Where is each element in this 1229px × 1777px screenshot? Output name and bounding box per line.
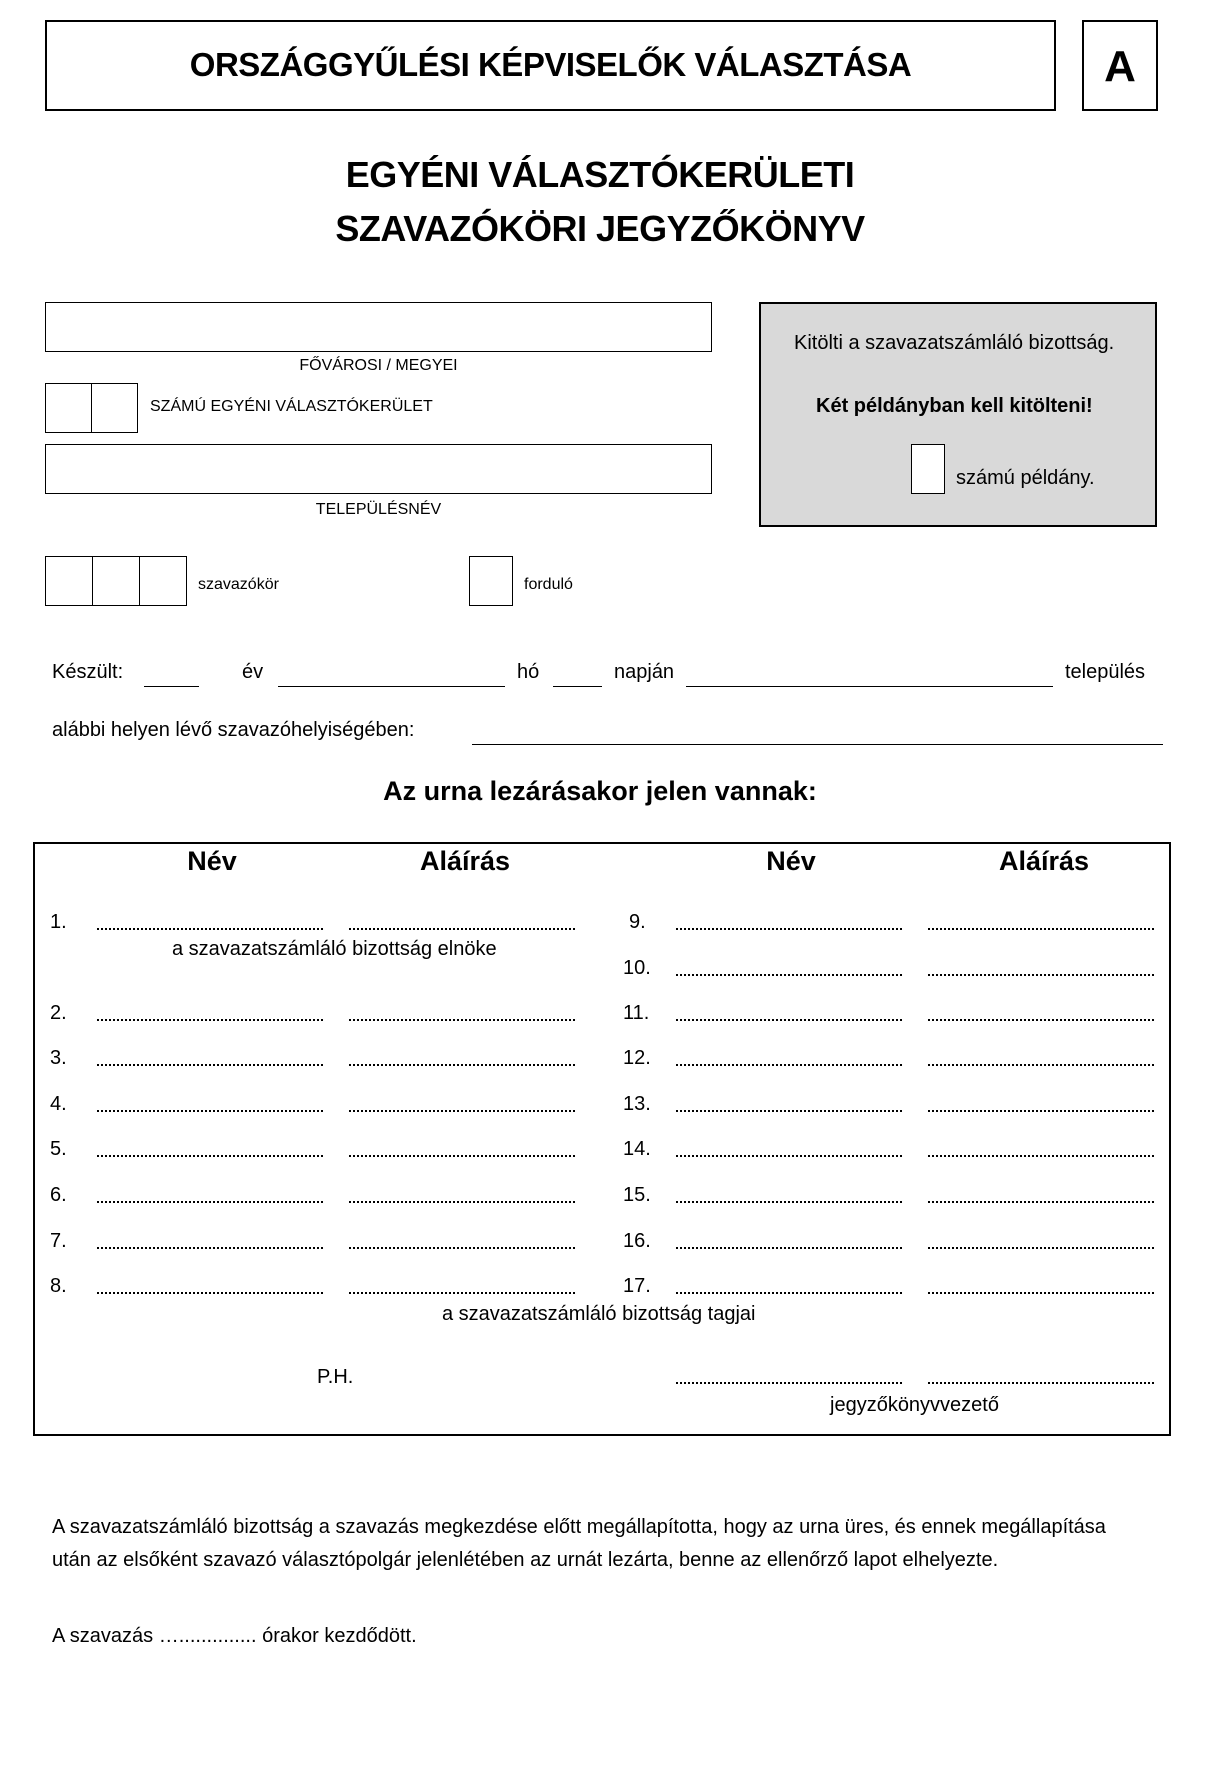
- form-letter: A: [1104, 42, 1136, 91]
- col-signature-right: Aláírás: [998, 846, 1090, 876]
- settlement-label: TELEPÜLÉSNÉV: [315, 501, 442, 518]
- district-digit-1[interactable]: [45, 383, 92, 433]
- info-box: [759, 302, 1157, 527]
- signature-line[interactable]: [349, 1201, 575, 1203]
- form-title-line2: SZAVAZÓKÖRI JEGYZŐKÖNYV: [335, 208, 865, 249]
- name-line[interactable]: [676, 1110, 902, 1112]
- row-number: 12.: [623, 1047, 651, 1069]
- row-number: 13.: [623, 1093, 651, 1115]
- name-line[interactable]: [676, 1019, 902, 1021]
- location-blank[interactable]: [472, 744, 1163, 745]
- round-input[interactable]: [469, 556, 513, 606]
- district-digit-2[interactable]: [91, 383, 138, 433]
- start-time-blank[interactable]: …..............: [158, 1625, 257, 1647]
- signature-line[interactable]: [349, 928, 575, 930]
- day-label: napján: [614, 661, 675, 683]
- signature-line[interactable]: [928, 928, 1154, 930]
- signature-line[interactable]: [349, 1155, 575, 1157]
- name-line[interactable]: [676, 1247, 902, 1249]
- chair-caption: a szavazatszámláló bizottság elnöke: [172, 938, 497, 960]
- copy-number-input[interactable]: [911, 444, 945, 494]
- recorder-caption: jegyzőkönyvvezető: [830, 1394, 999, 1416]
- signature-line[interactable]: [349, 1019, 575, 1021]
- presence-table: [33, 842, 1171, 1436]
- name-line[interactable]: [97, 928, 323, 930]
- row-number: 8.: [50, 1275, 67, 1297]
- info-two-copies: Két példányban kell kitölteni!: [816, 395, 1093, 417]
- name-line[interactable]: [676, 1155, 902, 1157]
- recorder-name-line[interactable]: [676, 1382, 902, 1384]
- name-line[interactable]: [676, 1292, 902, 1294]
- district-label: SZÁMÚ EGYÉNI VÁLASZTÓKERÜLET: [150, 398, 433, 415]
- row-number: 3.: [50, 1047, 67, 1069]
- statement-line2: után az elsőként szavazó választópolgár jelenlétében az urnát lezárta, benne az ellenőrző lapot elhelyezte.: [52, 1549, 999, 1571]
- precinct-digit-1[interactable]: [45, 556, 93, 606]
- presence-title: Az urna lezárásakor jelen vannak:: [383, 776, 817, 806]
- row-number: 17.: [623, 1275, 651, 1297]
- name-line[interactable]: [97, 1019, 323, 1021]
- county-label: FŐVÁROSI / MEGYEI: [299, 357, 458, 374]
- signature-line[interactable]: [349, 1110, 575, 1112]
- start-prefix: A szavazás: [52, 1625, 154, 1647]
- start-time-line: [52, 1625, 417, 1648]
- round-label: forduló: [524, 576, 573, 593]
- signature-line[interactable]: [928, 1019, 1154, 1021]
- name-line[interactable]: [97, 1064, 323, 1066]
- row-number: 1.: [50, 911, 67, 933]
- signature-line[interactable]: [928, 1155, 1154, 1157]
- month-label: hó: [517, 661, 540, 683]
- year-label: év: [242, 661, 264, 683]
- name-line[interactable]: [676, 1201, 902, 1203]
- row-number: 7.: [50, 1230, 67, 1252]
- election-title-box: [45, 20, 1056, 111]
- signature-line[interactable]: [928, 1201, 1154, 1203]
- prepared-label: Készült:: [52, 661, 124, 683]
- precinct-digit-2[interactable]: [92, 556, 140, 606]
- name-line[interactable]: [97, 1155, 323, 1157]
- form-letter-box: [1082, 20, 1158, 111]
- stamp-label: P.H.: [317, 1366, 354, 1388]
- election-title: ORSZÁGGYŰLÉSI KÉPVISELŐK VÁLASZTÁSA: [189, 46, 912, 83]
- name-line[interactable]: [676, 928, 902, 930]
- name-line[interactable]: [676, 974, 902, 976]
- members-caption: a szavazatszámláló bizottság tagjai: [442, 1303, 756, 1325]
- day-blank[interactable]: [553, 686, 602, 687]
- row-number: 9.: [629, 911, 646, 933]
- row-number: 2.: [50, 1002, 67, 1024]
- row-number: 5.: [50, 1138, 67, 1160]
- year-blank[interactable]: [144, 686, 199, 687]
- row-number: 4.: [50, 1093, 67, 1115]
- form-title-line1: EGYÉNI VÁLASZTÓKERÜLETI: [345, 154, 855, 195]
- name-line[interactable]: [97, 1110, 323, 1112]
- precinct-digit-3[interactable]: [139, 556, 187, 606]
- signature-line[interactable]: [928, 1247, 1154, 1249]
- signature-line[interactable]: [928, 1110, 1154, 1112]
- start-suffix: órakor kezdődött.: [262, 1625, 417, 1647]
- county-input[interactable]: [45, 302, 712, 352]
- location-label: alábbi helyen lévő szavazóhelyiségében:: [52, 719, 415, 741]
- settlement-blank[interactable]: [686, 686, 1053, 687]
- statement-line1: A szavazatszámláló bizottság a szavazás megkezdése előtt megállapította, hogy az urna üres, és ennek megállapítása: [52, 1516, 1106, 1538]
- name-line[interactable]: [676, 1064, 902, 1066]
- precinct-label: szavazókör: [198, 576, 279, 593]
- name-line[interactable]: [97, 1247, 323, 1249]
- col-signature-left: Aláírás: [419, 846, 511, 876]
- row-number: 10.: [623, 957, 651, 979]
- settlement-word: település: [1065, 661, 1146, 683]
- copy-label: számú példány.: [956, 467, 1095, 489]
- row-number: 11.: [623, 1002, 650, 1024]
- signature-line[interactable]: [349, 1292, 575, 1294]
- name-line[interactable]: [97, 1201, 323, 1203]
- signature-line[interactable]: [928, 974, 1154, 976]
- col-name-left: Név: [187, 846, 237, 876]
- row-number: 15.: [623, 1184, 651, 1206]
- month-blank[interactable]: [278, 686, 505, 687]
- name-line[interactable]: [97, 1292, 323, 1294]
- settlement-input[interactable]: [45, 444, 712, 494]
- info-fill-by: Kitölti a szavazatszámláló bizottság.: [794, 332, 1115, 354]
- signature-line[interactable]: [928, 1292, 1154, 1294]
- signature-line[interactable]: [928, 1064, 1154, 1066]
- row-number: 6.: [50, 1184, 67, 1206]
- row-number: 16.: [623, 1230, 651, 1252]
- signature-line[interactable]: [349, 1247, 575, 1249]
- signature-line[interactable]: [349, 1064, 575, 1066]
- col-name-right: Név: [766, 846, 816, 876]
- row-number: 14.: [623, 1138, 651, 1160]
- recorder-signature-line[interactable]: [928, 1382, 1154, 1384]
